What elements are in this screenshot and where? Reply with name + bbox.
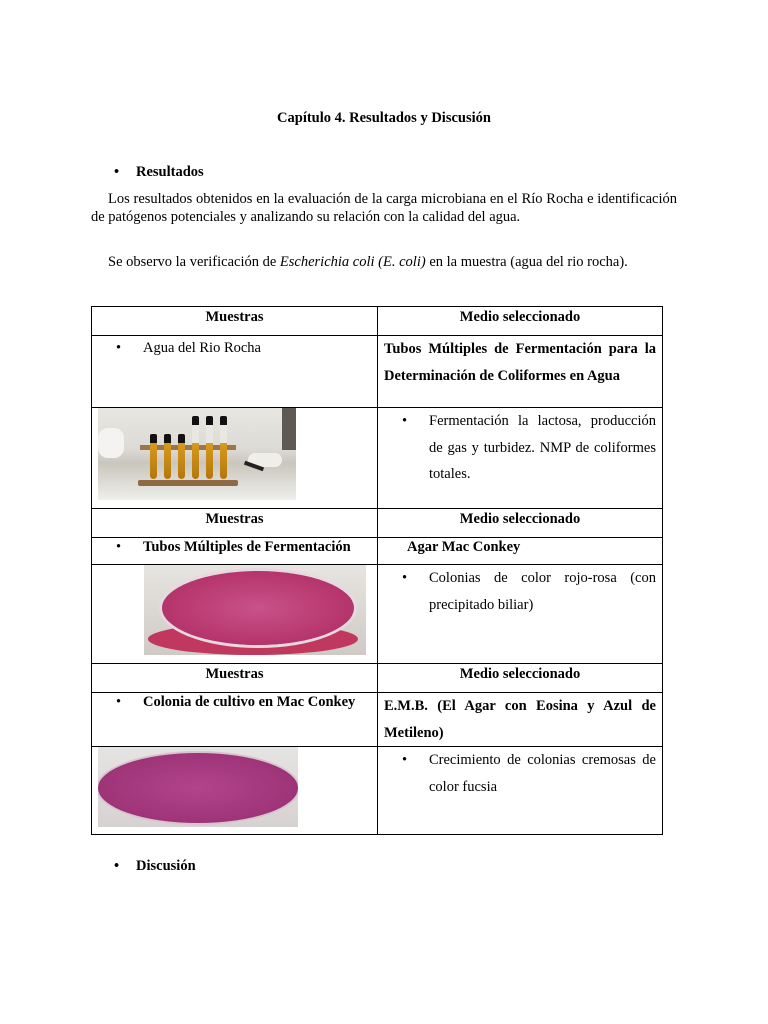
header-muestras: Muestras (92, 664, 378, 693)
mac-conkey-dish-photo (144, 565, 366, 655)
bullet-icon: • (116, 340, 122, 356)
discussion-heading (114, 858, 196, 875)
medium-cell (378, 538, 663, 565)
header-medio: Medio seleccionado (378, 664, 663, 693)
medium-label: Agar Mac Conkey (407, 539, 521, 555)
results-table (91, 306, 663, 835)
results-paragraph (91, 190, 677, 226)
sample-cell (92, 336, 378, 408)
header-medio: Medio seleccionado (378, 509, 663, 538)
result-label: Crecimiento de colonias cremosas de color fucsia (429, 752, 656, 795)
result-label: Colonias de color rojo-rosa (con precipitado biliar) (429, 570, 656, 613)
header-medio: Medio seleccionado (378, 307, 663, 336)
medium-label: E.M.B. (El Agar con Eosina y Azul de Metileno) (384, 698, 656, 741)
sample-cell (92, 538, 378, 565)
bullet-icon: • (114, 164, 120, 180)
result-cell (378, 565, 663, 664)
medium-cell (378, 336, 663, 408)
results-heading (114, 164, 204, 181)
photo-cell (92, 408, 378, 509)
sample-cell (92, 693, 378, 747)
sample-label: Agua del Rio Rocha (143, 340, 261, 356)
ecoli-species-name: Escherichia coli (E. coli) (279, 254, 426, 270)
results-heading-label: Resultados (136, 164, 204, 180)
sample-label: Tubos Múltiples de Fermentación (143, 539, 351, 555)
test-tubes-photo (98, 408, 296, 500)
photo-cell (92, 747, 378, 835)
bullet-icon: • (402, 413, 408, 429)
result-cell (378, 408, 663, 509)
sample-label: Colonia de cultivo en Mac Conkey (143, 694, 356, 710)
bullet-icon: • (116, 694, 122, 710)
results-paragraph-text: Los resultados obtenidos en la evaluación de la carga microbiana en el Río Rocha e identificación de patógenos potenciales y analizando su relación con la calidad del agua. (91, 191, 677, 225)
emb-dish-photo (98, 747, 298, 827)
bullet-icon: • (402, 752, 408, 768)
medium-label: Tubos Múltiples de Fermentación para la Determinación de Coliformes en Agua (384, 341, 656, 384)
header-muestras: Muestras (92, 307, 378, 336)
result-label: Fermentación la lactosa, producción de gas y turbidez. NMP de coliformes totales. (429, 413, 656, 482)
chapter-title: Capítulo 4. Resultados y Discusión (277, 110, 491, 126)
bullet-icon: • (116, 539, 122, 555)
result-cell (378, 747, 663, 835)
ecoli-text-before: Se observo la verificación de (108, 254, 280, 270)
medium-cell (378, 693, 663, 747)
ecoli-paragraph (91, 253, 677, 271)
ecoli-text-after: en la muestra (agua del rio rocha). (425, 254, 628, 270)
header-muestras: Muestras (92, 509, 378, 538)
bullet-icon: • (114, 858, 120, 874)
photo-cell (92, 565, 378, 664)
discussion-heading-label: Discusión (136, 858, 196, 874)
bullet-icon: • (402, 570, 408, 586)
